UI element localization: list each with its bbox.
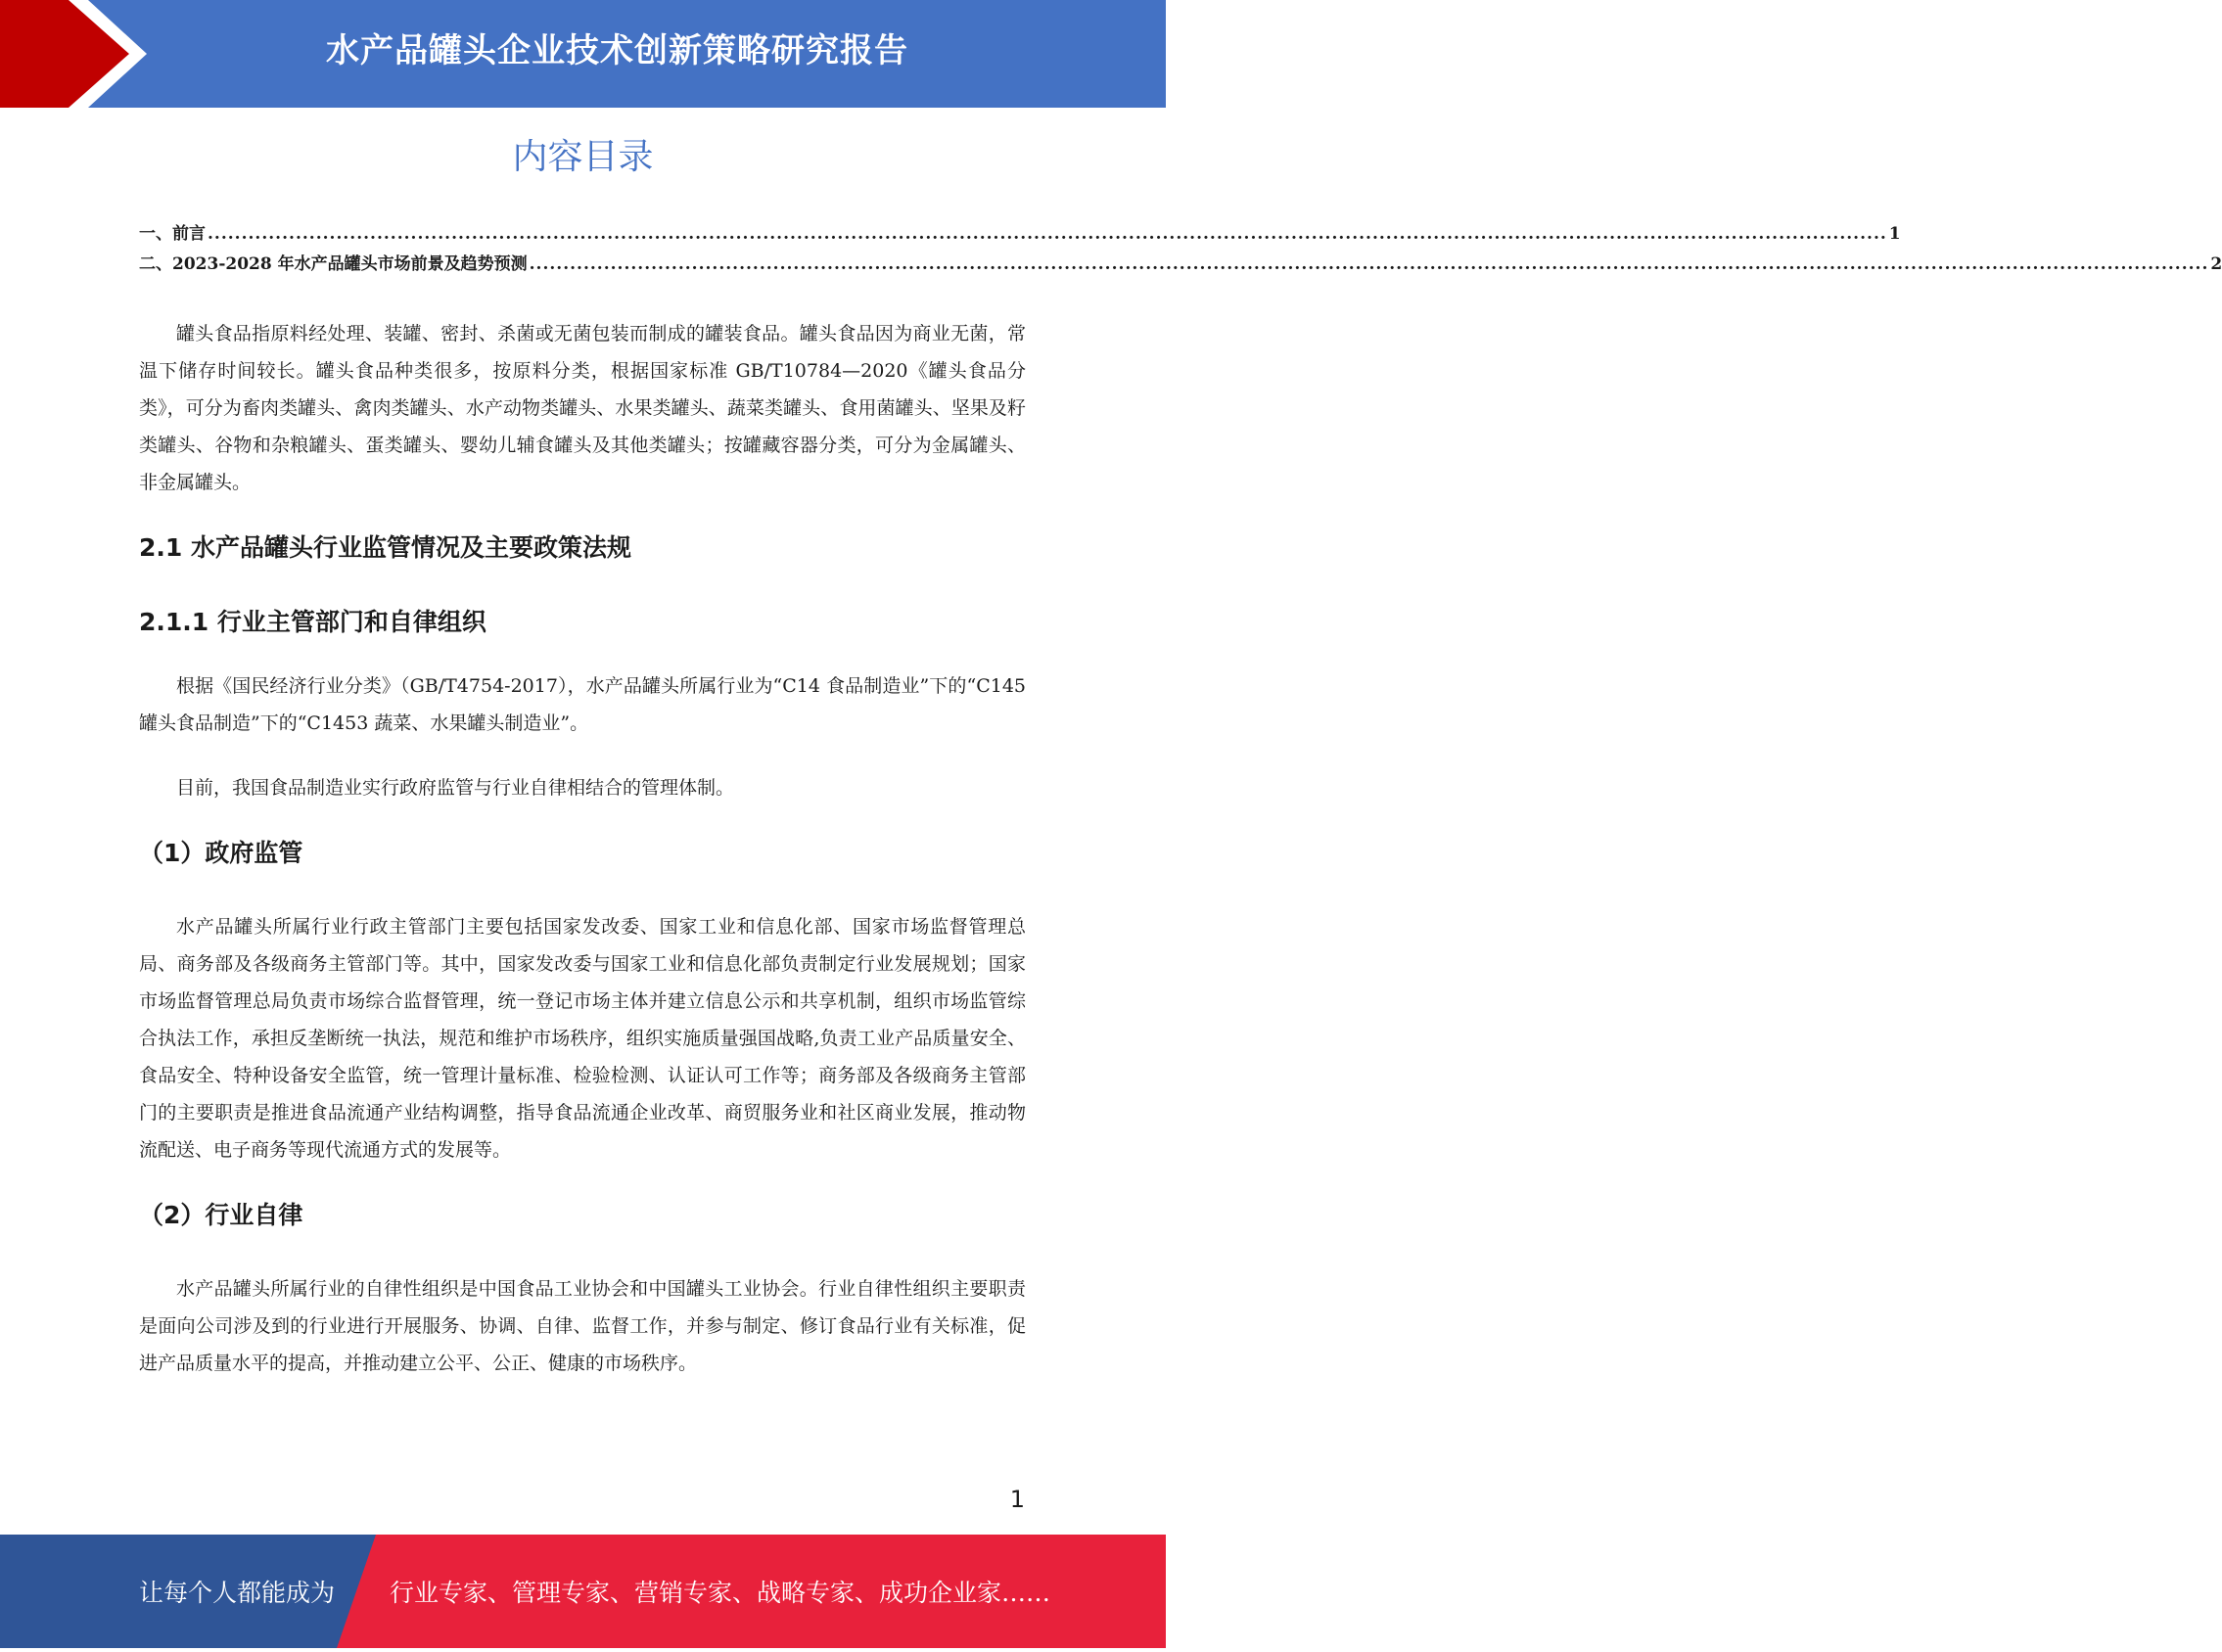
toc-item[interactable] (139, 250, 2222, 280)
toc-heading: 内容目录 (512, 137, 654, 177)
report-title: 水产品罐头企业技术创新策略研究报告 (326, 31, 908, 70)
toc-item-page: 2 (2210, 254, 2222, 274)
heading-industry-self-regulation: （2）行业自律 (139, 1201, 303, 1229)
government-paragraph: 水产品罐头所属行业行政主管部门主要包括国家发改委、国家工业和信息化部、国家市场监督管理总局、商务部及各级商务主管部门等。其中，国家发改委与国家工业和信息化部负责制定行业发展规划；国家市场监督管理总局负责市场综合监督管理，统一登记市场主体并建立信息公示和共享机制，组织市场监管综合执法工作，承担反垄断统一执法，规范和维护市场秩序，组织实施质量强国战略,负责工业产品质量安全、食品安全、特种设备安全监管，统一管理计量标准、检验检测、认证认可工作等；商务部及各级商务主管部门的主要职责是推进食品流通产业结构调整，指导食品流通企业改革、商贸服务业和社区商业发展，推动物流配送、电子商务等现代流通方式的发展等。 (139, 916, 1026, 1161)
toc-leader-dots: ........................................................................................................................................................................................................................................................ (529, 254, 2209, 274)
main-content (139, 315, 1026, 1382)
system-paragraph: 目前，我国食品制造业实行政府监管与行业自律相结合的管理体制。 (176, 777, 735, 799)
toc-leader-dots: ........................................................................................................................................................................................................................................................ (208, 224, 1887, 244)
intro-paragraph: 罐头食品指原料经处理、装罐、密封、杀菌或无菌包装而制成的罐装食品。罐头食品因为商业无菌，常温下储存时间较长。罐头食品种类很多，按原料分类，根据国家标准 GB/T10784—2020《罐头食品分类》，可分为畜肉类罐头、禽肉类罐头、水产动物类罐头、水果类罐头、蔬菜类罐头、食用菌罐头、坚果及籽类罐头、谷物和杂粮罐头、蛋类罐头、婴幼儿辅食罐头及其他类罐头；按罐藏容器分类，可分为金属罐头、非金属罐头。 (139, 323, 1026, 493)
toc-item-label: 一、前言 (139, 224, 206, 244)
footer-slogan-right: 行业专家、管理专家、营销专家、战略专家、成功企业家…… (390, 1579, 1051, 1607)
classification-paragraph: 根据《国民经济行业分类》（GB/T4754-2017），水产品罐头所属行业为“C14 食品制造业”下的“C145 罐头食品制造”下的“C1453 蔬菜、水果罐头制造业”。 (139, 675, 1026, 734)
footer-slogan-left: 让每个人都能成为 (139, 1579, 336, 1607)
section-heading-2-1-1: 2.1.1 行业主管部门和自律组织 (139, 608, 486, 636)
toc-item-page: 1 (1888, 224, 1901, 244)
header-banner (0, 0, 1166, 108)
arrow-decoration (0, 0, 157, 108)
footer-banner (0, 1535, 1166, 1648)
section-heading-2-1: 2.1 水产品罐头行业监管情况及主要政策法规 (139, 533, 631, 562)
self-regulation-paragraph: 水产品罐头所属行业的自律性组织是中国食品工业协会和中国罐头工业协会。行业自律性组织主要职责是面向公司涉及到的行业进行开展服务、协调、自律、监督工作，并参与制定、修订食品行业有关标准，促进产品质量水平的提高，并推动建立公平、公正、健康的市场秩序。 (139, 1278, 1026, 1374)
toc-item[interactable] (139, 219, 1901, 250)
toc-item-label: 二、2023-2028 年水产品罐头市场前景及趋势预测 (139, 254, 528, 274)
table-of-contents (139, 219, 2222, 280)
heading-government-regulation: （1）政府监管 (139, 839, 303, 867)
page-number: 1 (1009, 1486, 1025, 1513)
